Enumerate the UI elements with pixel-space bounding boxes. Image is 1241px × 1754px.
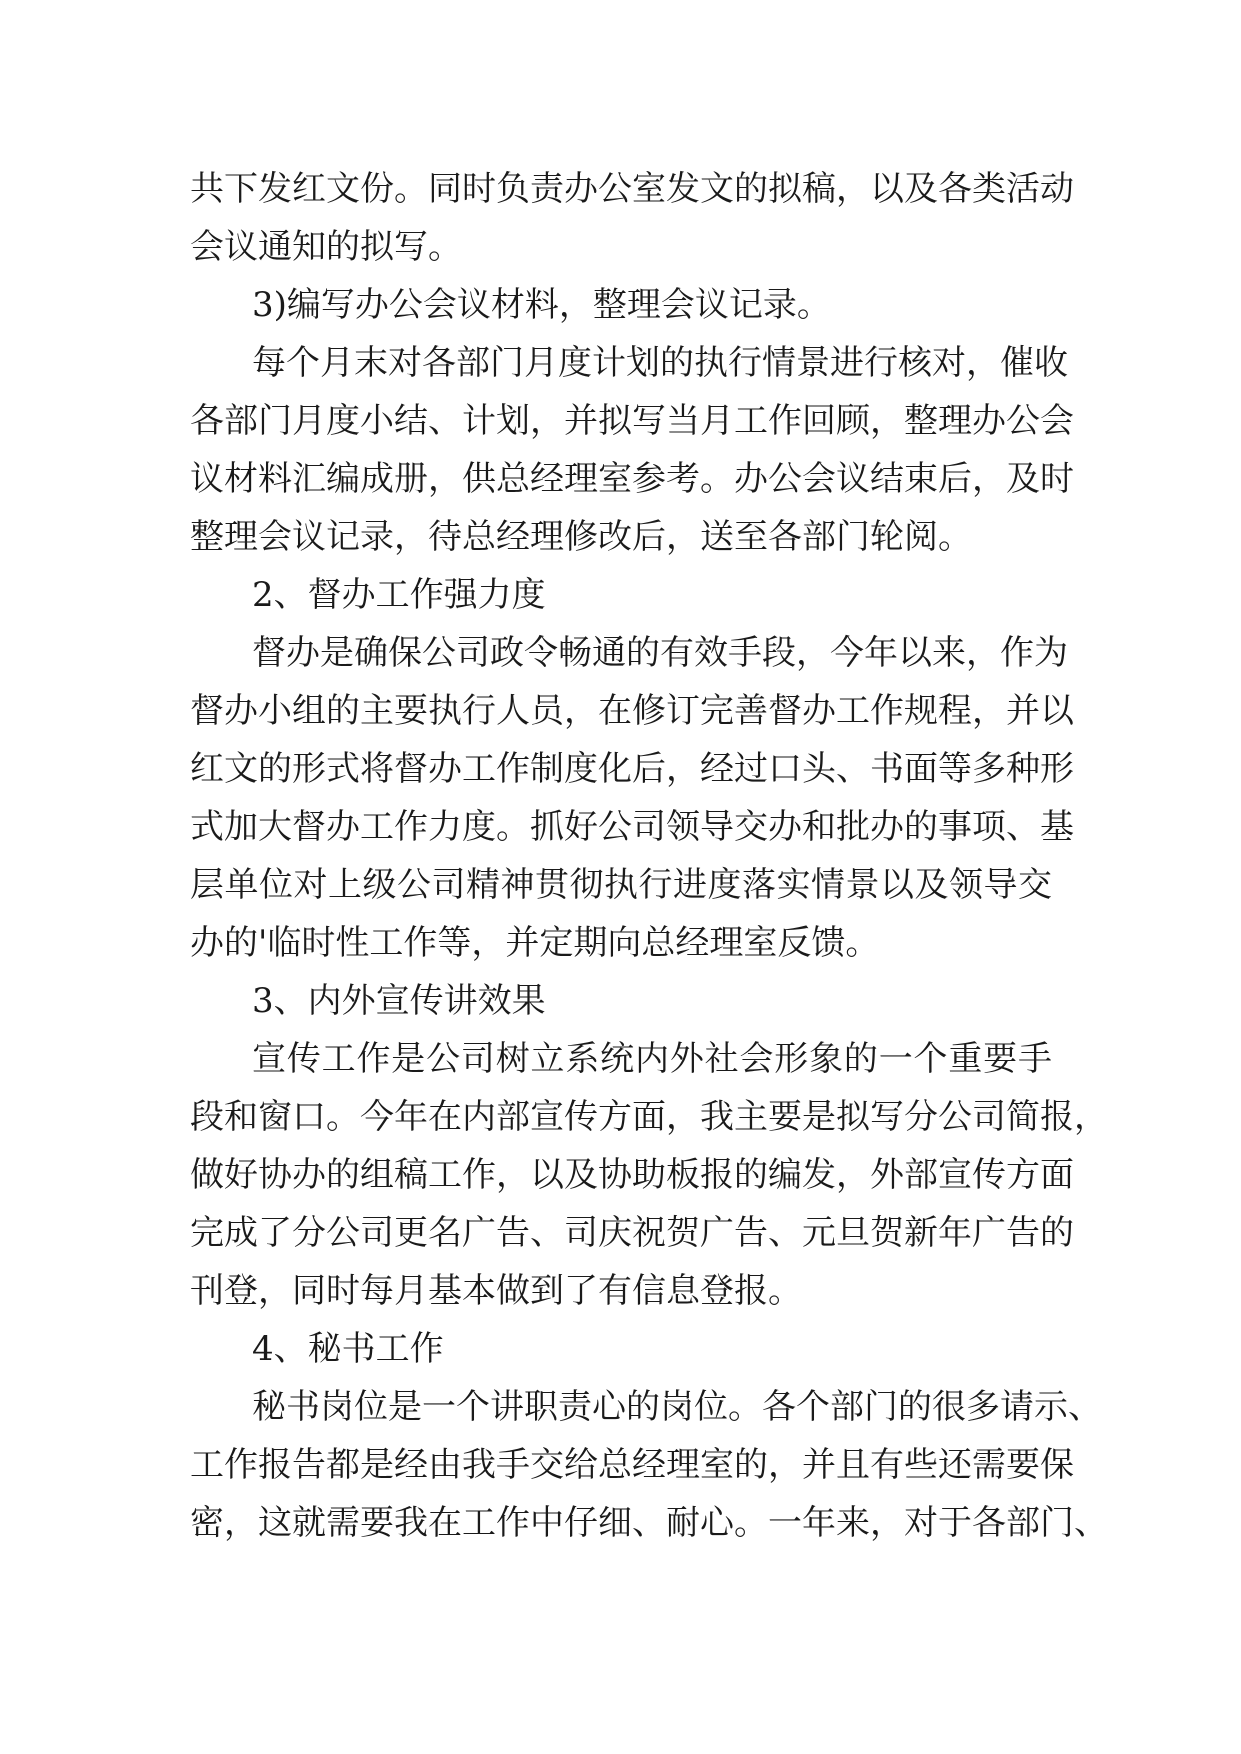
text-line: 整理会议记录，待总经理修改后，送至各部门轮阅。 — [190, 517, 972, 557]
text-line: 2、督办工作强力度 — [252, 575, 546, 615]
text-line: 刊登，同时每月基本做到了有信息登报。 — [190, 1271, 802, 1311]
text-line: 层单位对上级公司精神贯彻执行进度落实情景以及领导交 — [190, 865, 1052, 905]
text-line: 每个月末对各部门月度计划的执行情景进行核对，催收 — [252, 343, 1068, 383]
text-line: 各部门月度小结、计划，并拟写当月工作回顾，整理办公会 — [190, 401, 1074, 441]
text-line: 红文的形式将督办工作制度化后，经过口头、书面等多种形 — [190, 749, 1074, 789]
text-line: 3、内外宣传讲效果 — [252, 981, 546, 1021]
text-line: 完成了分公司更名广告、司庆祝贺广告、元旦贺新年广告的 — [190, 1213, 1074, 1253]
text-line: 3)编写办公会议材料，整理会议记录。 — [252, 285, 831, 325]
text-line: 4、秘书工作 — [252, 1329, 444, 1369]
text-line: 工作报告都是经由我手交给总经理室的，并且有些还需要保 — [190, 1445, 1074, 1485]
text-line: 督办小组的主要执行人员，在修订完善督办工作规程，并以 — [190, 691, 1074, 731]
text-line: 督办是确保公司政令畅通的有效手段，今年以来，作为 — [252, 633, 1068, 673]
text-line: 段和窗口。今年在内部宣传方面，我主要是拟写分公司简报， — [190, 1097, 1108, 1137]
text-line: 办的'临时性工作等，并定期向总经理室反馈。 — [190, 923, 880, 963]
text-line: 会议通知的拟写。 — [190, 227, 462, 267]
document-page — [190, 160, 1108, 1552]
text-line: 做好协办的组稿工作，以及协助板报的编发，外部宣传方面 — [190, 1155, 1074, 1195]
text-line: 秘书岗位是一个讲职责心的岗位。各个部门的很多请示、 — [252, 1387, 1102, 1427]
text-line: 密，这就需要我在工作中仔细、耐心。一年来，对于各部门、 — [190, 1503, 1108, 1543]
text-line: 共下发红文份。同时负责办公室发文的拟稿，以及各类活动 — [190, 169, 1074, 209]
text-line: 议材料汇编成册，供总经理室参考。办公会议结束后，及时 — [190, 459, 1074, 499]
text-line: 式加大督办工作力度。抓好公司领导交办和批办的事项、基 — [190, 807, 1074, 847]
document-body — [190, 160, 1108, 1552]
text-line: 宣传工作是公司树立系统内外社会形象的一个重要手 — [252, 1039, 1052, 1079]
